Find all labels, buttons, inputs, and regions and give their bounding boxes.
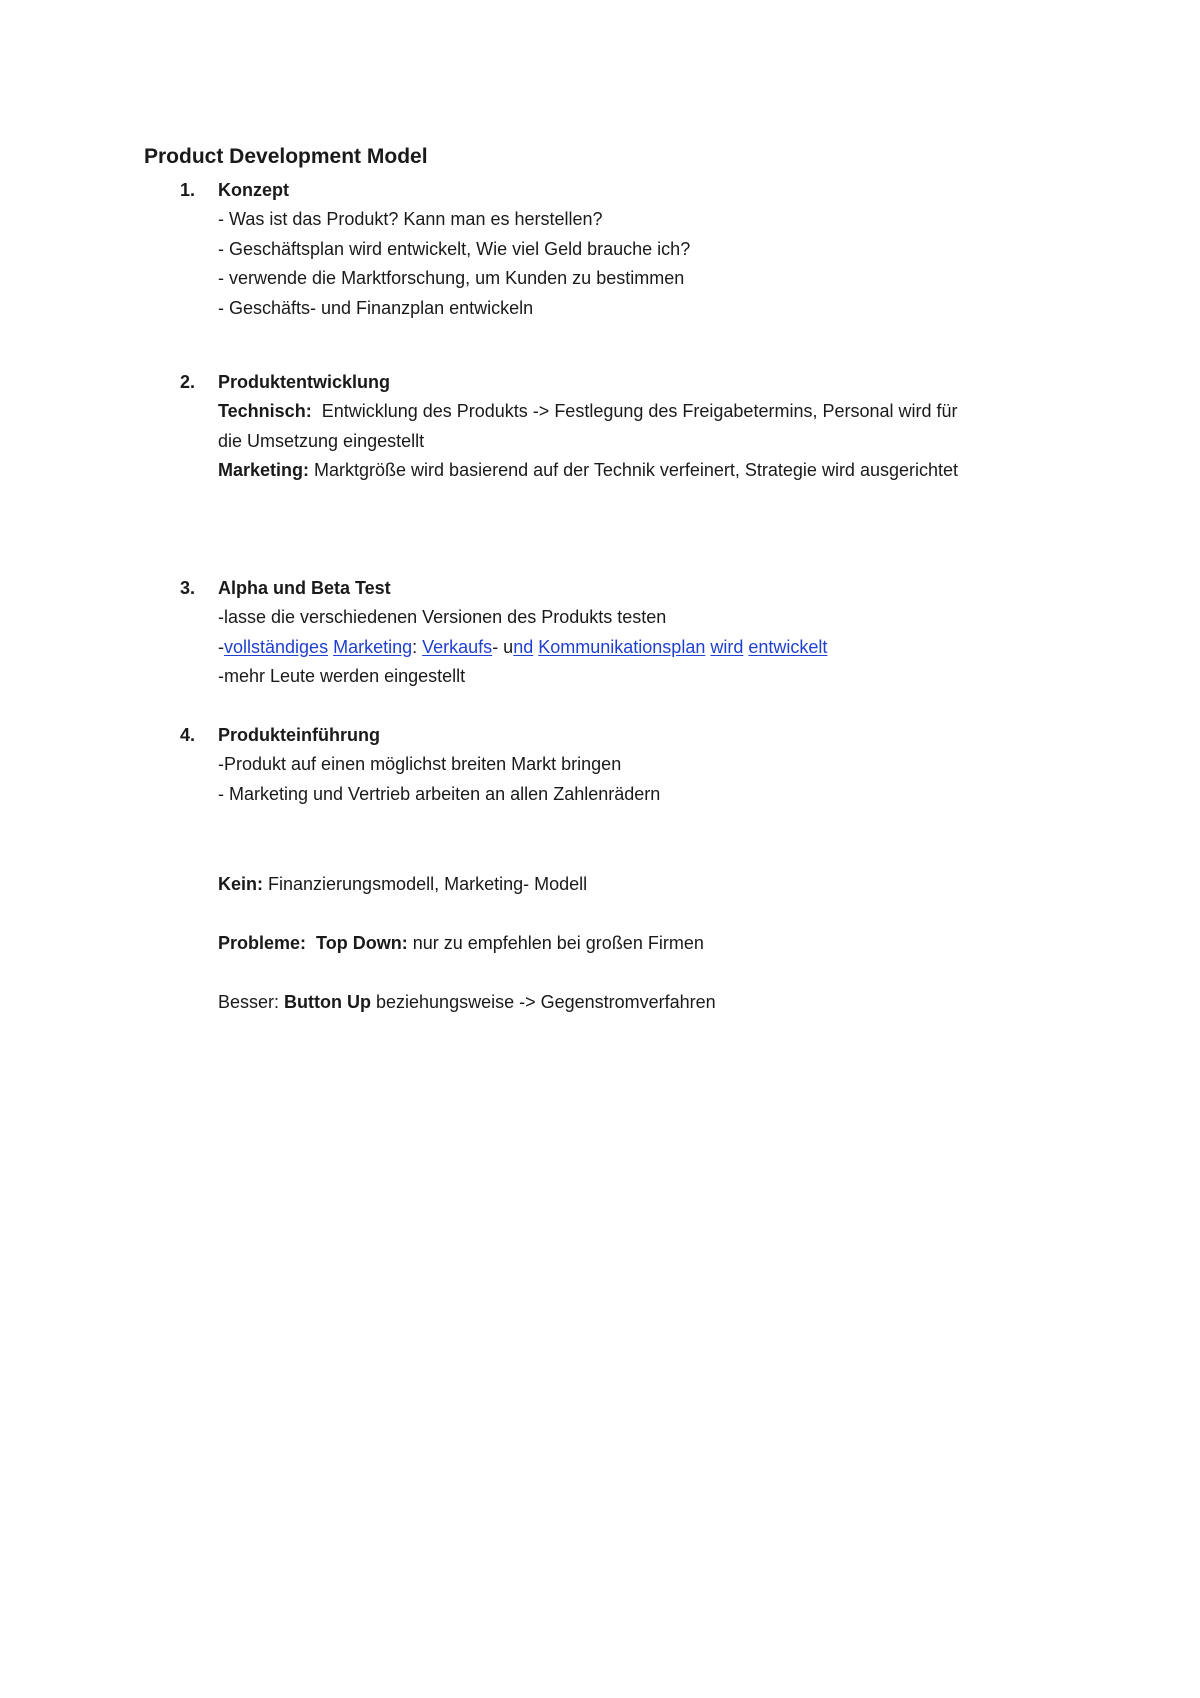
marketing-text: Marktgröße wird basierend auf der Technik verfeinert, Strategie wird ausgerichtet	[314, 460, 959, 481]
dash-prefix: -	[218, 636, 224, 657]
section-number: 2.	[180, 372, 196, 392]
section-body	[218, 176, 998, 323]
dash-text: - u	[492, 636, 514, 657]
note-kein	[218, 870, 587, 899]
document-title: Product Development Model	[144, 145, 428, 168]
link-vollstaendiges[interactable]: vollständiges	[224, 636, 329, 657]
buttonup-label: Button Up	[284, 992, 371, 1012]
probleme-label: Probleme:	[218, 933, 307, 953]
list-item: - Marketing und Vertrieb arbeiten an allen Zahlenrädern	[218, 783, 661, 804]
section-number: 4.	[180, 725, 196, 745]
link-verkaufs[interactable]: Verkaufs	[422, 636, 493, 657]
section-body	[218, 368, 958, 486]
technisch-label: Technisch:	[218, 401, 312, 422]
besser-text: beziehungsweise -> Gegenstromverfahren	[371, 992, 716, 1012]
topdown-label: Top Down:	[316, 933, 408, 953]
list-item: -Produkt auf einen möglichst breiten Markt bringen	[218, 754, 622, 775]
list-item: -lasse die verschiedenen Versionen des Produkts testen	[218, 607, 667, 628]
link-entwickelt[interactable]: entwickelt	[748, 636, 828, 657]
section-body	[218, 721, 998, 809]
besser-prefix: Besser:	[218, 992, 285, 1012]
list-item: - Geschäftsplan wird entwickelt, Wie viel Geld brauche ich?	[218, 238, 691, 259]
probleme-text: nur zu empfehlen bei großen Firmen	[407, 933, 704, 953]
kein-text: Finanzierungsmodell, Marketing- Modell	[263, 874, 588, 894]
section-heading: Produkteinführung	[218, 725, 380, 745]
kein-label: Kein:	[218, 874, 263, 894]
colon-text: :	[412, 636, 418, 657]
list-item: - Was ist das Produkt? Kann man es herstellen?	[218, 209, 603, 230]
section-heading: Konzept	[218, 180, 289, 200]
list-item: -mehr Leute werden eingestellt	[218, 666, 466, 687]
technisch-paragraph	[218, 397, 958, 456]
note-besser	[218, 988, 716, 1017]
link-und[interactable]: nd	[513, 636, 534, 657]
marketing-paragraph	[218, 456, 958, 485]
section-body	[218, 574, 998, 692]
section-number: 1.	[180, 180, 196, 200]
section-number: 3.	[180, 578, 196, 598]
list-item: - verwende die Marktforschung, um Kunden zu bestimmen	[218, 268, 685, 289]
technisch-text: Entwicklung des Produkts -> Festlegung des Freigabetermins, Personal wird für die Umsetzung eingestellt	[218, 401, 958, 451]
marketing-label: Marketing:	[218, 460, 310, 481]
link-wird[interactable]: wird	[710, 636, 744, 657]
list-item-links	[218, 633, 998, 662]
section-heading: Produktentwicklung	[218, 372, 391, 392]
link-kommunikationsplan[interactable]: Kommunikationsplan	[538, 636, 706, 657]
list-item: - Geschäfts- und Finanzplan entwickeln	[218, 297, 534, 318]
link-marketing[interactable]: Marketing	[333, 636, 413, 657]
note-probleme	[218, 929, 704, 958]
section-heading: Alpha und Beta Test	[218, 578, 391, 598]
